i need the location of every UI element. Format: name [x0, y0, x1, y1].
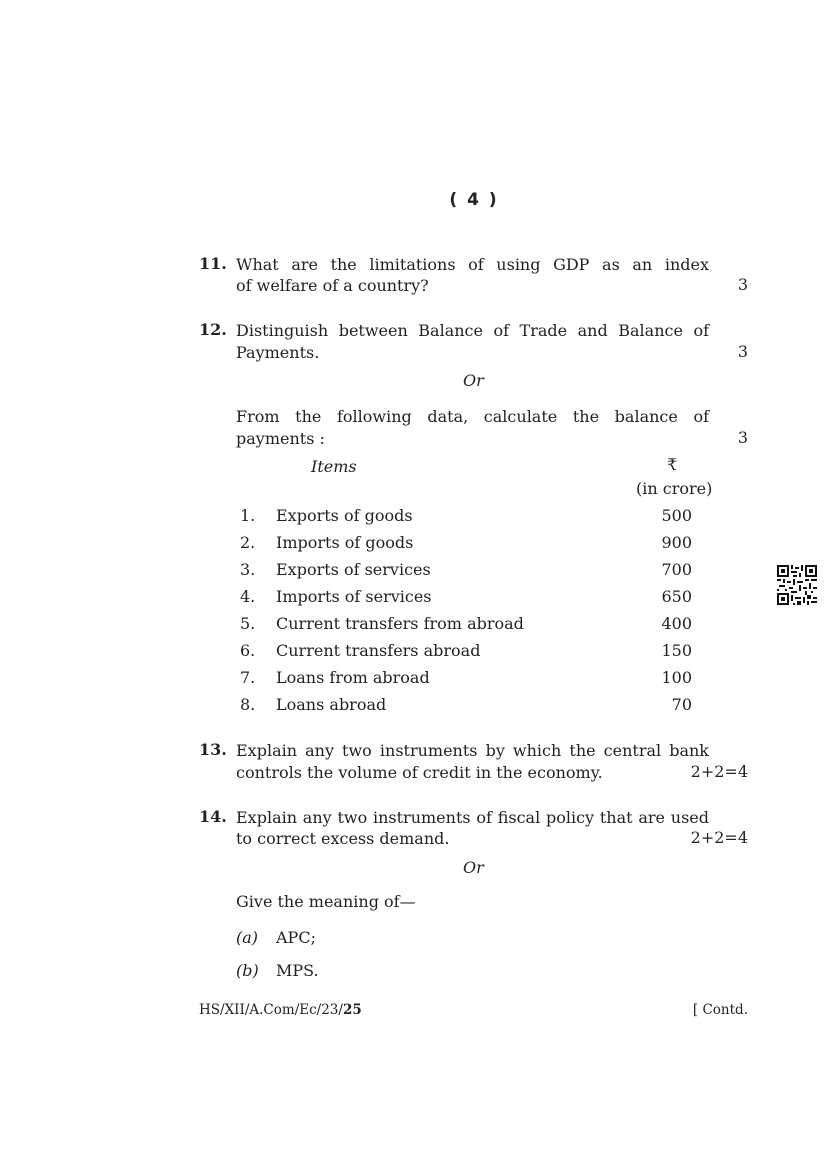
row-number: 5. — [240, 614, 256, 633]
row-label: Exports of goods — [276, 506, 413, 525]
question-text-line2: controls the volume of credit in the economy. — [236, 763, 603, 782]
paper-code-number: 25 — [342, 1002, 362, 1018]
question-text-line2: of welfare of a country? — [236, 276, 429, 295]
rupee-symbol: ₹ — [667, 455, 678, 474]
marks: 2+2=4 — [690, 762, 748, 781]
question-number: 12. — [199, 320, 227, 339]
row-label: Exports of services — [276, 560, 431, 579]
page-number: ( 4 ) — [449, 190, 497, 210]
paper-code — [199, 1002, 362, 1018]
question-number: 13. — [199, 740, 227, 759]
row-label: Loans from abroad — [276, 668, 430, 687]
row-value: 650 — [661, 587, 692, 606]
row-number: 8. — [240, 695, 256, 714]
row-value: 70 — [671, 695, 692, 714]
question-text-line1: Distinguish between Balance of Trade and Balance of — [236, 321, 709, 340]
marks: 2+2=4 — [690, 828, 748, 847]
row-value: 500 — [661, 506, 692, 525]
question-text-line1: Explain any two instruments by which the central bank — [236, 741, 709, 760]
row-label: Current transfers abroad — [276, 641, 481, 660]
row-label: Imports of services — [276, 587, 432, 606]
row-label: Current transfers from abroad — [276, 614, 524, 633]
or-separator: Or — [463, 371, 484, 390]
option-label: (b) — [236, 961, 259, 980]
row-value: 400 — [661, 614, 692, 633]
question-text-line1: What are the limitations of using GDP as an index — [236, 255, 709, 274]
question-text: Give the meaning of— — [236, 892, 416, 911]
marks: 3 — [737, 342, 748, 361]
row-number: 7. — [240, 668, 256, 687]
row-number: 6. — [240, 641, 256, 660]
row-value: 100 — [661, 668, 692, 687]
question-text-line2: payments : — [236, 429, 325, 448]
or-separator: Or — [463, 858, 484, 877]
option-text: APC; — [276, 928, 316, 947]
option-label: (a) — [236, 928, 259, 947]
row-label: Loans abroad — [276, 695, 387, 714]
paper-code-prefix: HS/XII/A.Com/Ec/23/ — [199, 1002, 343, 1018]
row-number: 1. — [240, 506, 256, 525]
question-text-line2: to correct excess demand. — [236, 829, 450, 848]
row-label: Imports of goods — [276, 533, 414, 552]
row-number: 3. — [240, 560, 256, 579]
question-text-line1: Explain any two instruments of fiscal policy that are used — [236, 808, 709, 827]
row-value: 150 — [661, 641, 692, 660]
marks: 3 — [737, 428, 748, 447]
column-header-items: Items — [311, 457, 357, 476]
column-header-unit: (in crore) — [636, 479, 713, 498]
marks: 3 — [737, 275, 748, 294]
question-text-line2: Payments. — [236, 343, 320, 362]
contd-label: [ Contd. — [692, 1002, 748, 1018]
row-value: 900 — [661, 533, 692, 552]
row-number: 2. — [240, 533, 256, 552]
row-value: 700 — [661, 560, 692, 579]
question-number: 14. — [199, 807, 227, 826]
question-number: 11. — [199, 254, 227, 273]
question-text-line1: From the following data, calculate the balance of — [236, 407, 709, 426]
qr-code-icon — [777, 565, 817, 605]
option-text: MPS. — [276, 961, 319, 980]
row-number: 4. — [240, 587, 256, 606]
